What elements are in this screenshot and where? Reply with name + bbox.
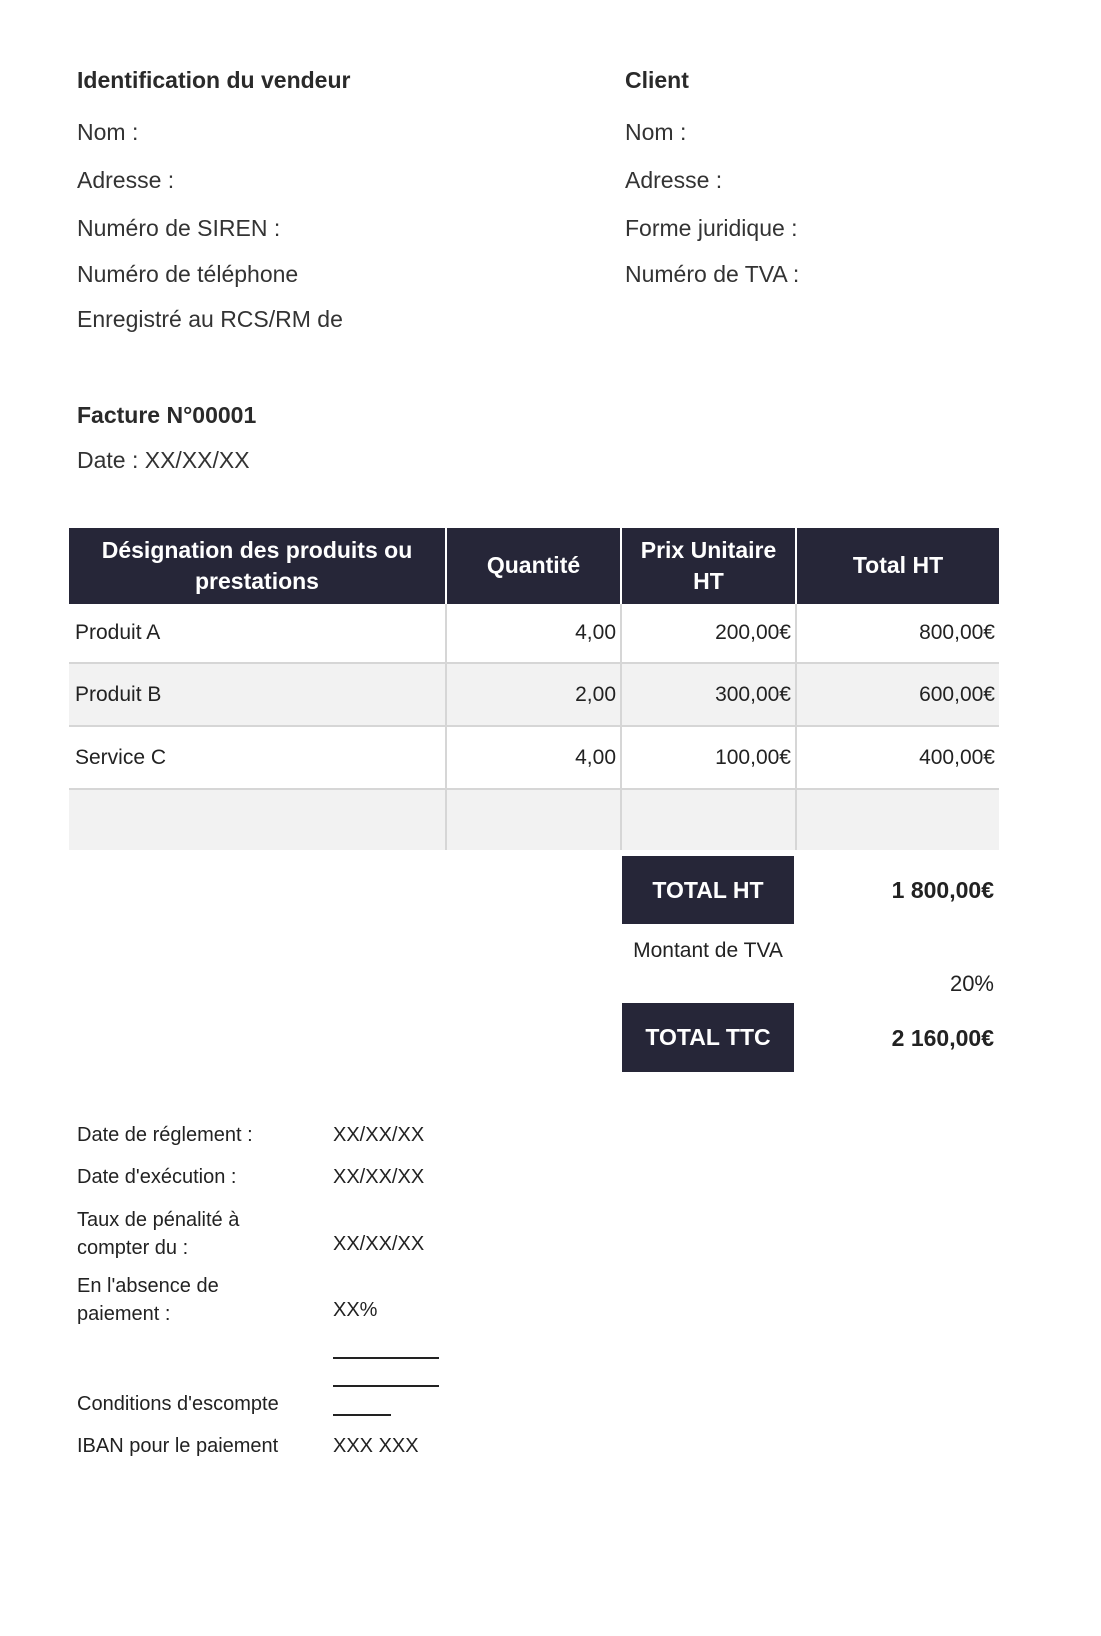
table-row	[69, 663, 999, 726]
client-vat-number: Numéro de TVA :	[625, 261, 800, 287]
total-ht-label: TOTAL HT	[622, 856, 794, 924]
cell-quantity: 2,00	[446, 663, 621, 726]
cell-designation: Produit B	[69, 663, 446, 726]
cell-total: 600,00€	[796, 663, 999, 726]
cell-designation: Produit A	[69, 604, 446, 663]
cell-designation: Service C	[69, 726, 446, 789]
cell-unit-price	[621, 789, 796, 850]
total-ttc-value: 2 160,00€	[891, 1025, 994, 1051]
cell-total: 800,00€	[796, 604, 999, 663]
items-table	[69, 528, 999, 850]
discount-conditions-label: Conditions d'escompte	[77, 1393, 279, 1415]
table-row	[69, 726, 999, 789]
cell-quantity: 4,00	[446, 604, 621, 663]
total-ttc-label: TOTAL TTC	[622, 1003, 794, 1072]
execution-date-value: XX/XX/XX	[333, 1166, 425, 1188]
cell-unit-price: 300,00€	[621, 663, 796, 726]
seller-heading: Identification du vendeur	[77, 67, 351, 93]
payment-date-value: XX/XX/XX	[333, 1124, 425, 1146]
table-row-empty	[69, 789, 999, 850]
cell-total	[796, 789, 999, 850]
cell-total: 400,00€	[796, 726, 999, 789]
invoice-number: Facture N°00001	[77, 402, 257, 428]
cell-designation	[69, 789, 446, 850]
blank-line	[333, 1385, 439, 1387]
iban-value: XXX XXX	[333, 1435, 419, 1457]
col-header-unit-price: Prix Unitaire HT	[621, 528, 796, 604]
tva-label: Montant de TVA	[633, 939, 783, 962]
col-header-designation: Désignation des produits ou prestations	[69, 528, 446, 604]
cell-quantity: 4,00	[446, 726, 621, 789]
col-header-quantity: Quantité	[446, 528, 621, 604]
tva-value: 20%	[949, 971, 994, 996]
seller-name: Nom :	[77, 119, 139, 145]
cell-unit-price: 200,00€	[621, 604, 796, 663]
penalty-rate-label: Taux de pénalité à compter du :	[77, 1209, 240, 1259]
total-ht-value: 1 800,00€	[891, 877, 994, 903]
iban-label: IBAN pour le paiement	[77, 1435, 279, 1457]
cell-unit-price: 100,00€	[621, 726, 796, 789]
penalty-rate-value: XX/XX/XX	[333, 1233, 425, 1255]
absence-payment-value: XX%	[333, 1299, 378, 1321]
client-name: Nom :	[625, 119, 687, 145]
table-row	[69, 604, 999, 663]
cell-quantity	[446, 789, 621, 850]
seller-siren: Numéro de SIREN :	[77, 215, 281, 241]
seller-phone: Numéro de téléphone	[77, 261, 299, 287]
invoice-date: Date : XX/XX/XX	[77, 447, 250, 473]
execution-date-label: Date d'exécution :	[77, 1166, 237, 1188]
seller-address: Adresse :	[77, 167, 175, 193]
blank-line	[333, 1357, 439, 1359]
payment-date-label: Date de réglement :	[77, 1124, 253, 1146]
client-heading: Client	[625, 67, 689, 93]
absence-payment-label: En l'absence de paiement :	[77, 1275, 219, 1325]
col-header-total: Total HT	[796, 528, 999, 604]
seller-rcs: Enregistré au RCS/RM de	[77, 306, 343, 332]
client-legal-form: Forme juridique :	[625, 215, 798, 241]
client-address: Adresse :	[625, 167, 723, 193]
discount-blank-line	[333, 1414, 391, 1416]
table-header-row	[69, 528, 999, 604]
